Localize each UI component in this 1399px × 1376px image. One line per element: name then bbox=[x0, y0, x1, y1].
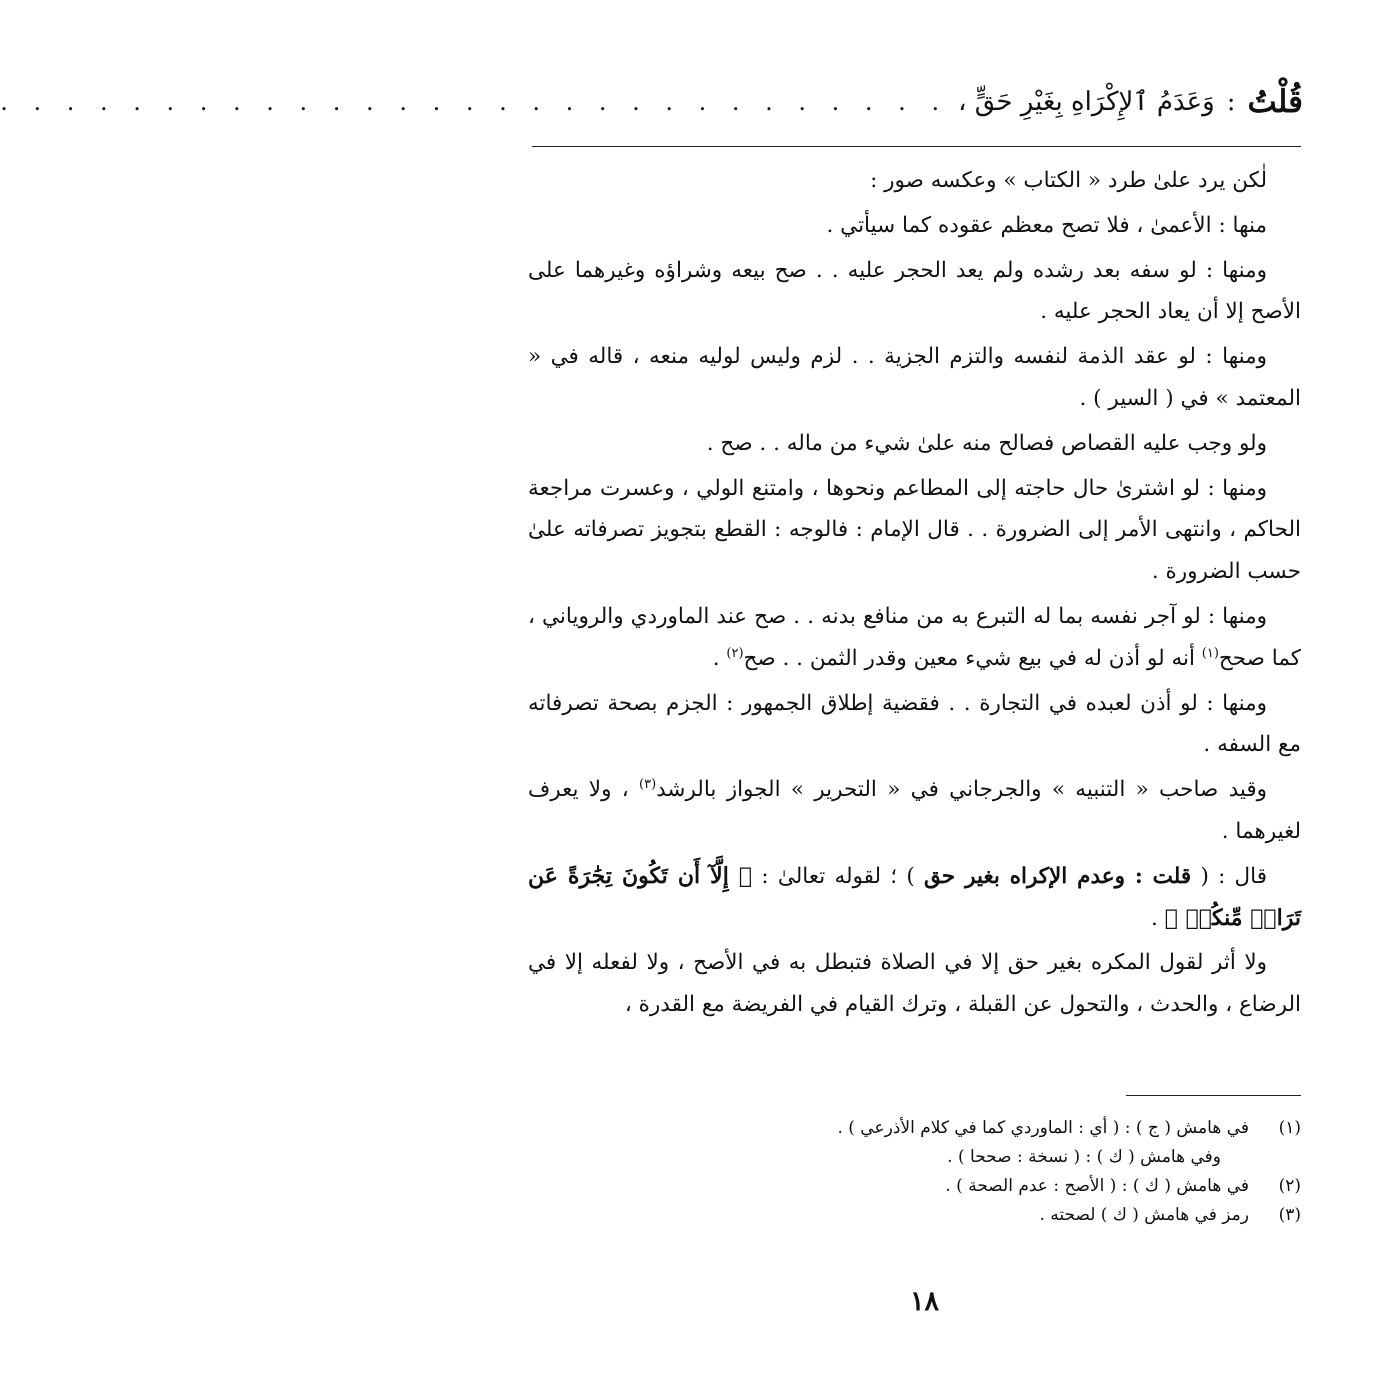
footnotes bbox=[601, 1114, 1301, 1230]
paragraph bbox=[528, 856, 1301, 940]
paragraph-text: ) ؛ لقوله تعالىٰ : bbox=[752, 863, 924, 889]
footnote-ref: (١) bbox=[1201, 645, 1219, 661]
paragraph-text: أنه لو أذن له في بيع شيء معين وقدر الثمن . . صح bbox=[743, 645, 1202, 671]
footnote-number: (١) bbox=[1278, 1118, 1301, 1138]
paragraph-text: ومنها : لو آجر نفسه بما له التبرع به من منافع بدنه . . صح عند الماوردي والروياني ، كما صحح bbox=[528, 603, 1301, 671]
paragraph: لٰكن يرد علىٰ طرد « الكتاب » وعكسه صور : bbox=[870, 168, 1267, 193]
footnote bbox=[601, 1201, 1301, 1230]
footnote-divider bbox=[1126, 1095, 1301, 1096]
header-text: وَعَدَمُ ٱلإِكْرَاهِ بِغَيْرِ حَقٍّ ، bbox=[958, 87, 1215, 117]
header-separator: : bbox=[1226, 87, 1236, 117]
main-text bbox=[528, 160, 1301, 1029]
header-divider bbox=[532, 146, 1301, 147]
paragraph bbox=[528, 769, 1301, 853]
footnote-ref: (٢) bbox=[726, 645, 744, 661]
paragraph bbox=[528, 596, 1301, 680]
paragraph: ولو وجب عليه القصاص فصالح منه علىٰ شيء من ماله . . صح . bbox=[706, 430, 1267, 456]
paragraph: ولا أثر لقول المكره بغير حق إلا في الصلاة فتبطل به في الأصح ، ولا لفعله إلا في الرضاع ، والحدث ، والتحول عن القبلة ، وترك القيام في الفريضة مع القدرة ، bbox=[528, 950, 1301, 1018]
paragraph-text: ، ولا يعرف لغيرهما . bbox=[528, 777, 1301, 844]
paragraph: ومنها : لو اشترىٰ حال حاجته إلى المطاعم ونحوها ، وامتنع الولي ، وعسرت مراجعة الحاكم ، وانتهى الأمر إلى الضرورة . . قال الإمام : فالوجه : القطع بتجويز تصرفاته علىٰ حسب الضرورة . bbox=[528, 475, 1301, 585]
footnote-text: رمز في هامش ( ك ) لصحته . bbox=[1039, 1205, 1249, 1225]
footnote-text: في هامش ( ج ) : ( أي : الماوردي كما في كلام الأذرعي ) . bbox=[837, 1118, 1249, 1138]
paragraph: ومنها : لو عقد الذمة لنفسه والتزم الجزية . . لزم وليس لوليه منعه ، قاله في « المعتمد » في ( السير ) . bbox=[528, 344, 1301, 411]
paragraph: ومنها : لو سفه بعد رشده ولم يعد الحجر عليه . . صح بيعه وشراؤه وغيرهما على الأصح إلا أن يعاد الحجر عليه . bbox=[528, 257, 1301, 325]
matn-quote: قلت : وعدم الإكراه بغير حق bbox=[924, 863, 1192, 889]
header-label: قُلْتُ bbox=[1247, 84, 1303, 120]
running-header bbox=[0, 76, 1303, 128]
quran-verse: ﴿ إِلَّآ أَن تَكُونَ تِجَٰرَةً عَن تَرَاضٖ مِّنكُمۡ ﴾ bbox=[528, 862, 1301, 931]
footnote-text: في هامش ( ك ) : ( الأصح : عدم الصحة ) . bbox=[945, 1176, 1249, 1196]
paragraph-text: . bbox=[1151, 905, 1165, 931]
footnote-text: وفي هامش ( ك ) : ( نسخة : صححا ) . bbox=[947, 1147, 1221, 1167]
header-leader-dots: . . . . . . . . . . . . . . . . . . . . . . . . . . . . . bbox=[0, 88, 949, 116]
footnote-number: (٣) bbox=[1278, 1205, 1301, 1225]
paragraph: ومنها : لو أذن لعبده في التجارة . . فقضية إطلاق الجمهور : الجزم بصحة تصرفاته مع السفه . bbox=[528, 690, 1301, 758]
footnote bbox=[601, 1114, 1301, 1143]
footnote bbox=[601, 1143, 1301, 1172]
paragraph-text: . bbox=[712, 645, 727, 671]
paragraph-text: قال : ( bbox=[1191, 863, 1267, 889]
paragraph: منها : الأعمىٰ ، فلا تصح معظم عقوده كما سيأتي . bbox=[826, 212, 1267, 238]
footnote bbox=[601, 1172, 1301, 1201]
paragraph-text: وقيد صاحب « التنبيه » والجرجاني في « التحرير » الجواز بالرشد bbox=[656, 777, 1268, 803]
footnote-number: (٢) bbox=[1278, 1176, 1301, 1196]
page-number: ١٨ bbox=[909, 1286, 939, 1317]
footnote-ref: (٣) bbox=[639, 777, 657, 792]
